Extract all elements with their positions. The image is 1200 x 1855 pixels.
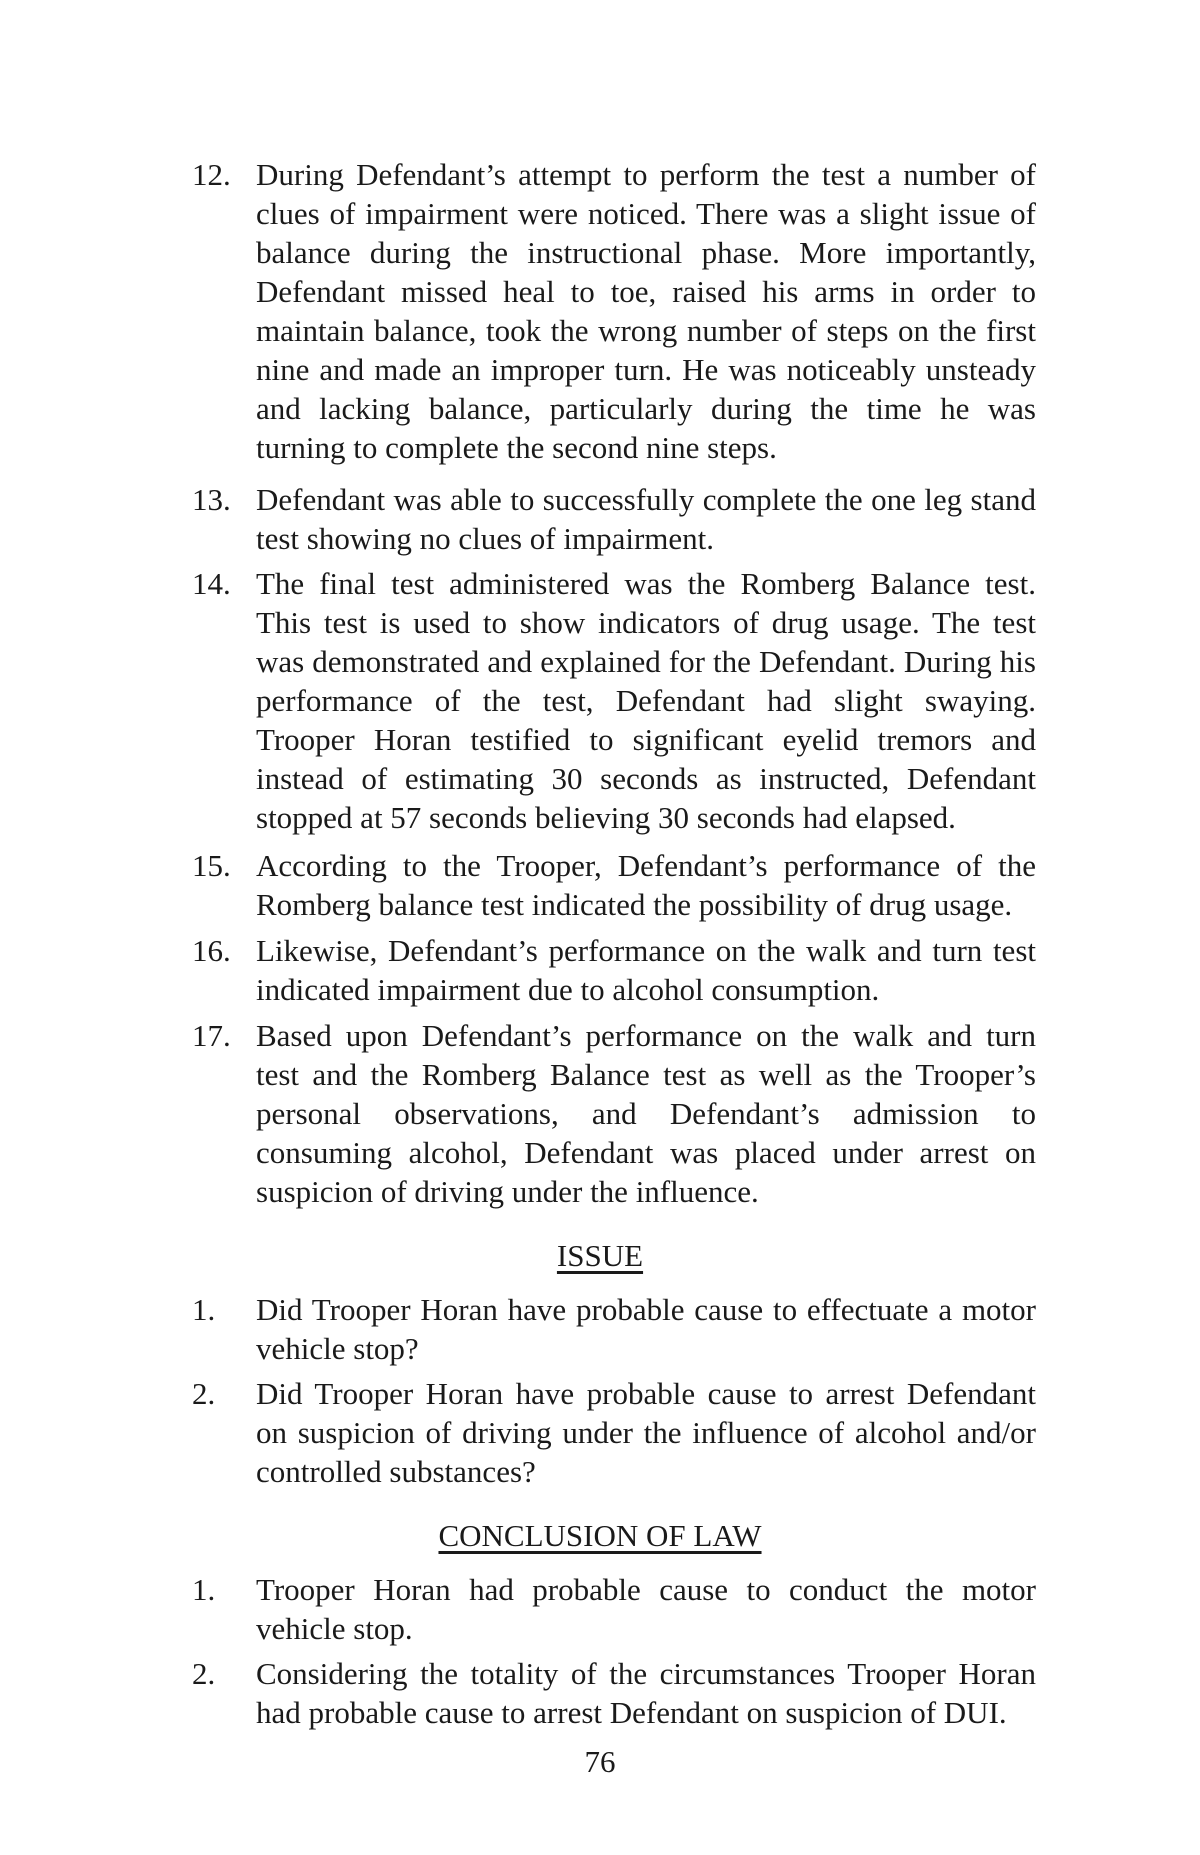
conclusion-1-text: Trooper Horan had probable cause to conduct the motor vehicle stop. — [256, 1572, 1036, 1646]
finding-16-text: Likewise, Defendant’s performance on the walk and turn test indicated impairment due to alcohol consumption. — [256, 933, 1036, 1007]
finding-16-number: 16. — [192, 933, 231, 968]
finding-13-number: 13. — [192, 482, 231, 517]
conclusion-2-text: Considering the totality of the circumstances Trooper Horan had probable cause to arrest Defendant on suspicion of DUI. — [256, 1656, 1036, 1730]
finding-12-number: 12. — [192, 157, 231, 192]
finding-17-number: 17. — [192, 1018, 231, 1053]
page-number: 76 — [584, 1744, 616, 1779]
conclusion-1-number: 1. — [192, 1572, 216, 1607]
finding-17-text: Based upon Defendant’s performance on the walk and turn test and the Romberg Balance test as well as the Trooper’s personal observations, and Defendant’s admission to consuming alcohol, Defendant was placed under arrest on suspicion of driving under the influence. — [256, 1018, 1036, 1209]
finding-15-number: 15. — [192, 848, 231, 883]
finding-15-text: According to the Trooper, Defendant’s performance of the Romberg balance test indicated the possibility of drug usage. — [256, 848, 1036, 922]
conclusion-2-number: 2. — [192, 1656, 216, 1691]
issue-1-number: 1. — [192, 1292, 216, 1327]
finding-14-text: The final test administered was the Romberg Balance test. This test is used to show indicators of drug usage. The test was demonstrated and explained for the Defendant. During his performance of the test, Defendant had slight swaying. Trooper Horan testified to significant eyelid tremors and instead of estimating 30 seconds as instructed, Defendant stopped at 57 seconds believing 30 seconds had elapsed. — [256, 566, 1036, 835]
issue-2-number: 2. — [192, 1376, 216, 1411]
issue-heading: ISSUE — [556, 1238, 644, 1273]
issue-1-text: Did Trooper Horan have probable cause to effectuate a motor vehicle stop? — [256, 1292, 1036, 1366]
finding-12-text: During Defendant’s attempt to perform the test a number of clues of impairment were noticed. There was a slight issue of balance during the instructional phase. More importantly, Defendant missed heal to toe, raised his arms in order to maintain balance, took the wrong number of steps on the first nine and made an improper turn. He was noticeably unsteady and lacking balance, particularly during the time he was turning to complete the second nine steps. — [256, 157, 1036, 465]
issue-2-text: Did Trooper Horan have probable cause to arrest Defendant on suspicion of driving under the influence of alcohol and/or controlled substances? — [256, 1376, 1036, 1489]
conclusion-heading: CONCLUSION OF LAW — [438, 1518, 762, 1553]
finding-13-text: Defendant was able to successfully complete the one leg stand test showing no clues of impairment. — [256, 482, 1036, 556]
finding-14-number: 14. — [192, 566, 231, 601]
